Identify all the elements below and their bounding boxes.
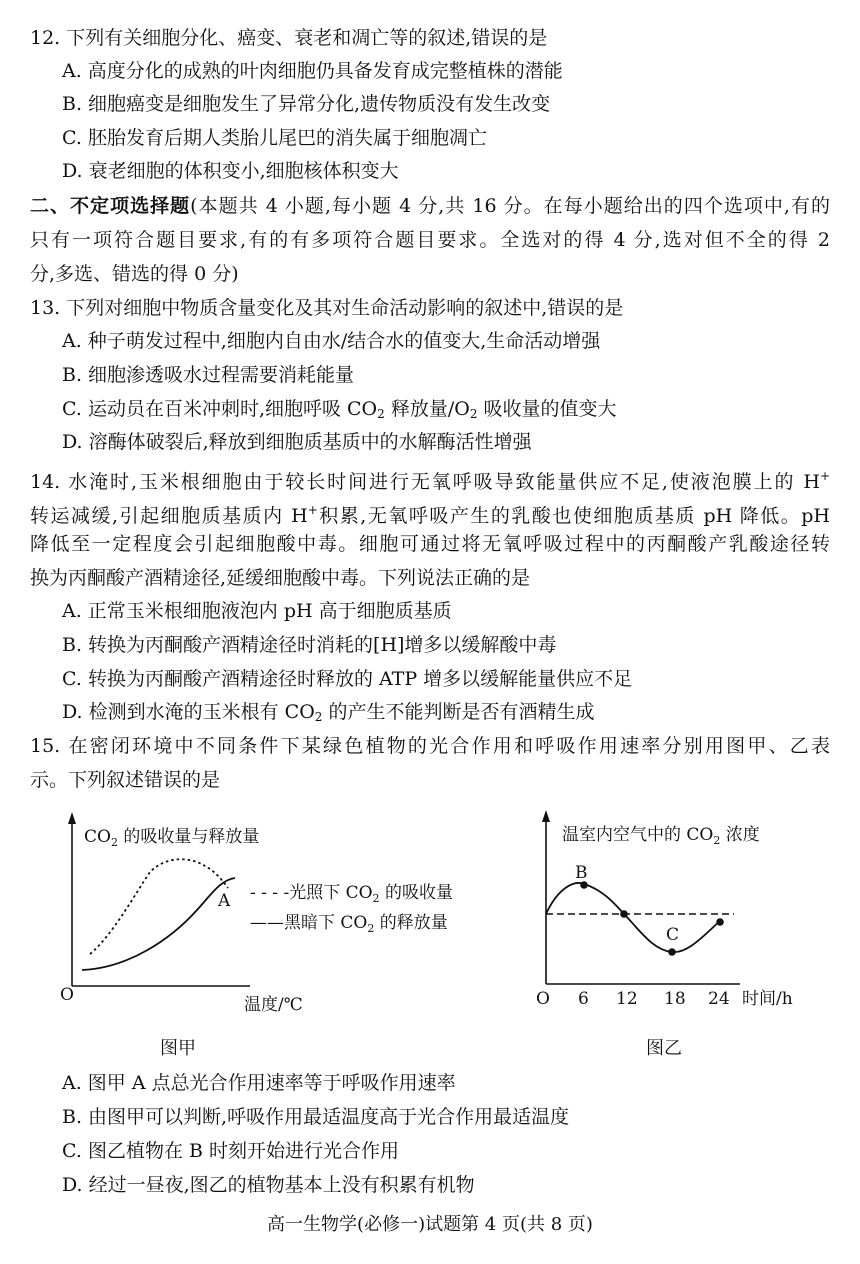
- q14-stem-line3: 降低至一定程度会引起细胞酸中毒。细胞可通过将无氧呼吸过程中的丙酮酸产乳酸途径转: [30, 533, 830, 555]
- jia-point-a-label: A: [218, 891, 231, 911]
- figure-jia-caption: 图甲: [160, 1038, 196, 1059]
- jia-y-label: $CO_2$ 的吸收量与释放量: [84, 827, 260, 849]
- yi-tick-18: 18: [664, 989, 686, 1009]
- q12-option-b: B. 细胞癌变是细胞发生了异常分化,遗传物质没有发生改变: [62, 93, 551, 115]
- q14-option-b: B. 转换为丙酮酸产酒精途径时消耗的[H]增多以缓解酸中毒: [62, 634, 557, 656]
- q13-option-c: C. 运动员在百米冲刺时,细胞呼吸 $CO_2$ 释放量$/O_2$ 吸收量的值变大: [62, 398, 617, 421]
- q14-option-a: A. 正常玉米根细胞液泡内 pH 高于细胞质基质: [62, 600, 452, 622]
- q15-option-d: D. 经过一昼夜,图乙的植物基本上没有积累有机物: [62, 1174, 475, 1196]
- q13-option-d: D. 溶酶体破裂后,释放到细胞质基质中的水解酶活性增强: [62, 431, 532, 453]
- section2-line2: 只有一项符合题目要求,有的有多项符合题目要求。全选对的得 4 分,选对但不全的得 2: [30, 229, 830, 251]
- jia-origin-label: O: [60, 985, 74, 1005]
- jia-x-label: 温度/℃: [244, 995, 303, 1015]
- q13-option-a: A. 种子萌发过程中,细胞内自由水/结合水的值变大,生命活动增强: [62, 330, 601, 352]
- q15-stem-line2: 示。下列叙述错误的是: [30, 769, 221, 791]
- jia-legend-dark: ——黑暗下 $CO_2$ 的释放量: [250, 913, 448, 935]
- q12-option-a: A. 高度分化的成熟的叶肉细胞仍具备发育成完整植株的潜能: [62, 60, 563, 82]
- q15-option-c: C. 图乙植物在 B 时刻开始进行光合作用: [62, 1140, 399, 1162]
- q14-stem-line1: 14. 水淹时,玉米根细胞由于较长时间进行无氧呼吸导致能量供应不足,使液泡膜上的 H+: [30, 469, 830, 493]
- yi-co2-curve: [546, 883, 720, 952]
- yi-point-24h: [716, 918, 724, 926]
- yi-tick-6: 6: [578, 989, 589, 1009]
- figure-area: [0, 808, 860, 1038]
- q14-option-d: D. 检测到水淹的玉米根有 $CO_2$ 的产生不能判断是否有酒精生成: [62, 701, 595, 724]
- q13-option-b: B. 细胞渗透吸水过程需要消耗能量: [62, 364, 355, 386]
- yi-tick-24: 24: [708, 989, 730, 1009]
- yi-point-c-label: C: [666, 925, 680, 945]
- yi-tick-12: 12: [616, 989, 638, 1009]
- q14-stem-line2: 转运减缓,引起细胞质基质内 H+积累,无氧呼吸产生的乳酸也使细胞质基质 pH 降低。pH: [30, 503, 830, 527]
- yi-point-c: [668, 948, 676, 956]
- figure-jia: [60, 812, 453, 1015]
- q13-stem: 13. 下列对细胞中物质含量变化及其对生命活动影响的叙述中,错误的是: [30, 297, 624, 319]
- yi-x-label: 时间/h: [742, 989, 793, 1009]
- section2-line3: 分,多选、错选的得 0 分): [30, 263, 239, 285]
- yi-y-arrow-icon: [542, 810, 550, 822]
- page-footer: 高一生物学(必修一)试题第 4 页(共 8 页): [267, 1214, 593, 1235]
- yi-point-b-label: B: [575, 863, 588, 883]
- section2-line1: 二、不定项选择题(本题共 4 小题,每小题 4 分,共 16 分。在每小题给出的四个选项中,有的: [30, 195, 830, 217]
- section2-title: 二、不定项选择题: [30, 195, 191, 217]
- figure-yi-caption: 图乙: [646, 1038, 682, 1059]
- q15-option-a: A. 图甲 A 点总光合作用速率等于呼吸作用速率: [62, 1072, 456, 1094]
- yi-origin-label: O: [536, 989, 550, 1009]
- q12-option-d: D. 衰老细胞的体积变小,细胞核体积变大: [62, 160, 399, 182]
- jia-dark-release-curve: [82, 878, 235, 970]
- q12-option-c: C. 胚胎发育后期人类胎儿尾巴的消失属于细胞凋亡: [62, 127, 487, 149]
- jia-light-absorption-curve: [90, 859, 228, 954]
- yi-point-12h: [620, 910, 628, 918]
- q15-option-b: B. 由图甲可以判断,呼吸作用最适温度高于光合作用最适温度: [62, 1106, 570, 1128]
- q12-stem: 12. 下列有关细胞分化、癌变、衰老和凋亡等的叙述,错误的是: [30, 27, 548, 49]
- jia-legend-light: - - - -光照下 $CO_2$ 的吸收量: [250, 883, 453, 905]
- q14-option-c: C. 转换为丙酮酸产酒精途径时释放的 ATP 增多以缓解能量供应不足: [62, 668, 633, 690]
- figure-yi: [536, 810, 793, 1009]
- yi-y-label: 温室内空气中的 $CO_2$ 浓度: [562, 825, 760, 847]
- q15-stem-line1: 15. 在密闭环境中不同条件下某绿色植物的光合作用和呼吸作用速率分别用图甲、乙表: [30, 735, 830, 757]
- q14-stem-line4: 换为丙酮酸产酒精途径,延缓细胞酸中毒。下列说法正确的是: [30, 567, 531, 589]
- jia-y-arrow-icon: [68, 812, 76, 824]
